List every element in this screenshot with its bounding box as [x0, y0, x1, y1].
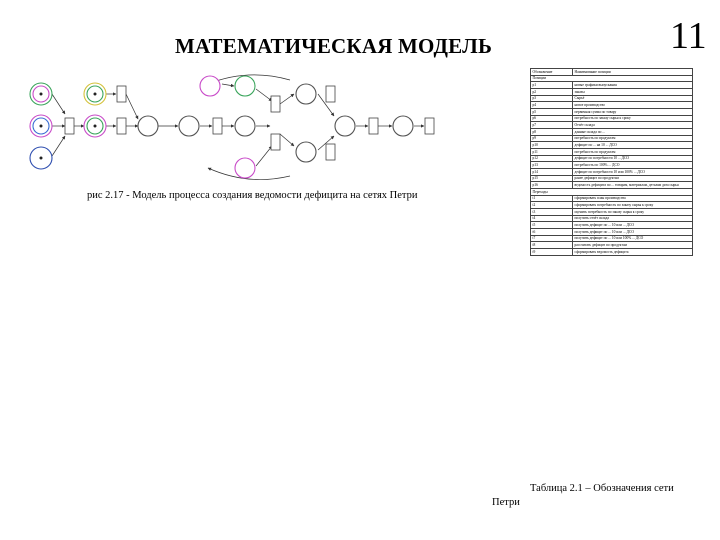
legend-row — [531, 249, 693, 256]
legend-code: p7 — [531, 122, 573, 129]
legend-description: заказы — [573, 89, 693, 96]
legend-section-row — [531, 75, 693, 82]
legend-code: t9 — [531, 249, 573, 256]
legend-description: новое производство — [573, 102, 693, 109]
legend-code: p3 — [531, 95, 573, 102]
legend-section-row — [531, 189, 693, 196]
legend-code: p14 — [531, 169, 573, 176]
legend-row — [531, 182, 693, 189]
legend-row — [531, 195, 693, 202]
legend-row — [531, 222, 693, 229]
legend-code: p6 — [531, 115, 573, 122]
legend-code: t3 — [531, 209, 573, 216]
legend-row — [531, 169, 693, 176]
legend-row — [531, 115, 693, 122]
legend-description: Наименование позиции — [573, 69, 693, 76]
legend-row — [531, 95, 693, 102]
petri-net-diagram — [28, 74, 448, 189]
legend-description: новые графики выпускания — [573, 82, 693, 89]
section-label: Позиции — [531, 75, 693, 82]
legend-description: рассчитать дефицит по продуктам — [573, 242, 693, 249]
legend-description: данные склада по ... — [573, 129, 693, 136]
legend-code: p13 — [531, 162, 573, 169]
legend-row — [531, 149, 693, 156]
legend-row — [531, 209, 693, 216]
legend-code: p10 — [531, 142, 573, 149]
legend-code: t2 — [531, 202, 573, 209]
table-caption-continued: Петри — [492, 497, 520, 508]
section-label: Переходы — [531, 189, 693, 196]
legend-code: p15 — [531, 175, 573, 182]
legend-description: сформировать потребность по заказу сырья к сроку — [573, 202, 693, 209]
legend-description: сформировать ведомость дефицита — [573, 249, 693, 256]
legend-row — [531, 142, 693, 149]
legend-description: дефицит по ... на 10 ... ДСО — [573, 142, 693, 149]
legend-code: t6 — [531, 229, 573, 236]
legend-description: получить дефицит по ... 10 или ... ДСО — [573, 229, 693, 236]
legend-code: t4 — [531, 215, 573, 222]
legend-code: p11 — [531, 149, 573, 156]
legend-header-row — [531, 69, 693, 76]
legend-code: t1 — [531, 195, 573, 202]
legend-code: p2 — [531, 89, 573, 96]
legend-description: дефицит по потребности 10 или 100% ... ДСО — [573, 169, 693, 176]
legend-row — [531, 162, 693, 169]
legend-description: первичная сумма по товару — [573, 109, 693, 116]
legend-description: ведомость дефицита по ... товарам, материалам, деталям дата сырья — [573, 182, 693, 189]
legend-code: p8 — [531, 129, 573, 136]
legend-table — [530, 68, 693, 256]
legend-code: t5 — [531, 222, 573, 229]
figure-caption: рис 2.17 - Модель процесса создания ведомости дефицита на сетях Петри — [87, 190, 418, 201]
legend-row — [531, 89, 693, 96]
legend-row — [531, 202, 693, 209]
legend-row — [531, 135, 693, 142]
legend-code: t7 — [531, 235, 573, 242]
legend-code: p12 — [531, 155, 573, 162]
table-caption: Таблица 2.1 – Обозначения сети — [530, 483, 674, 494]
legend-description: получить отчёт склада — [573, 215, 693, 222]
legend-description: потребность по продуктам — [573, 149, 693, 156]
legend-description: потребность по продуктам — [573, 135, 693, 142]
legend-code: p9 — [531, 135, 573, 142]
legend-row — [531, 155, 693, 162]
legend-code: p16 — [531, 182, 573, 189]
slide-number: 11 — [670, 15, 707, 57]
legend-description: оценить потребность по заказу сырья к сроку — [573, 209, 693, 216]
legend-row — [531, 175, 693, 182]
legend-row — [531, 82, 693, 89]
legend-description: Отчёт склада — [573, 122, 693, 129]
legend-row — [531, 235, 693, 242]
legend-description: получить дефицит по ... 10 или ... ДСО — [573, 222, 693, 229]
legend-description: сформировать план производства — [573, 195, 693, 202]
legend-code: t8 — [531, 242, 573, 249]
legend-description: дефицит по потребности 10 ... ДСО — [573, 155, 693, 162]
legend-row — [531, 129, 693, 136]
legend-row — [531, 242, 693, 249]
legend-description: потребность по 100% ... ДСО — [573, 162, 693, 169]
page-title: МАТЕМАТИЧЕСКАЯ МОДЕЛЬ — [175, 34, 493, 58]
legend-description: потребность по заказу сырья к сроку — [573, 115, 693, 122]
legend-code: p4 — [531, 102, 573, 109]
legend-row — [531, 102, 693, 109]
legend-description: ранее дефицит по продуктам — [573, 175, 693, 182]
legend-description: получить дефицит по ... 10 или 100% ... ДСО — [573, 235, 693, 242]
legend-code: p5 — [531, 109, 573, 116]
legend-row — [531, 122, 693, 129]
legend-row — [531, 215, 693, 222]
legend-code: p1 — [531, 82, 573, 89]
legend-row — [531, 109, 693, 116]
legend-description: Сырьё — [573, 95, 693, 102]
legend-code: Обозначение — [531, 69, 573, 76]
legend-row — [531, 229, 693, 236]
